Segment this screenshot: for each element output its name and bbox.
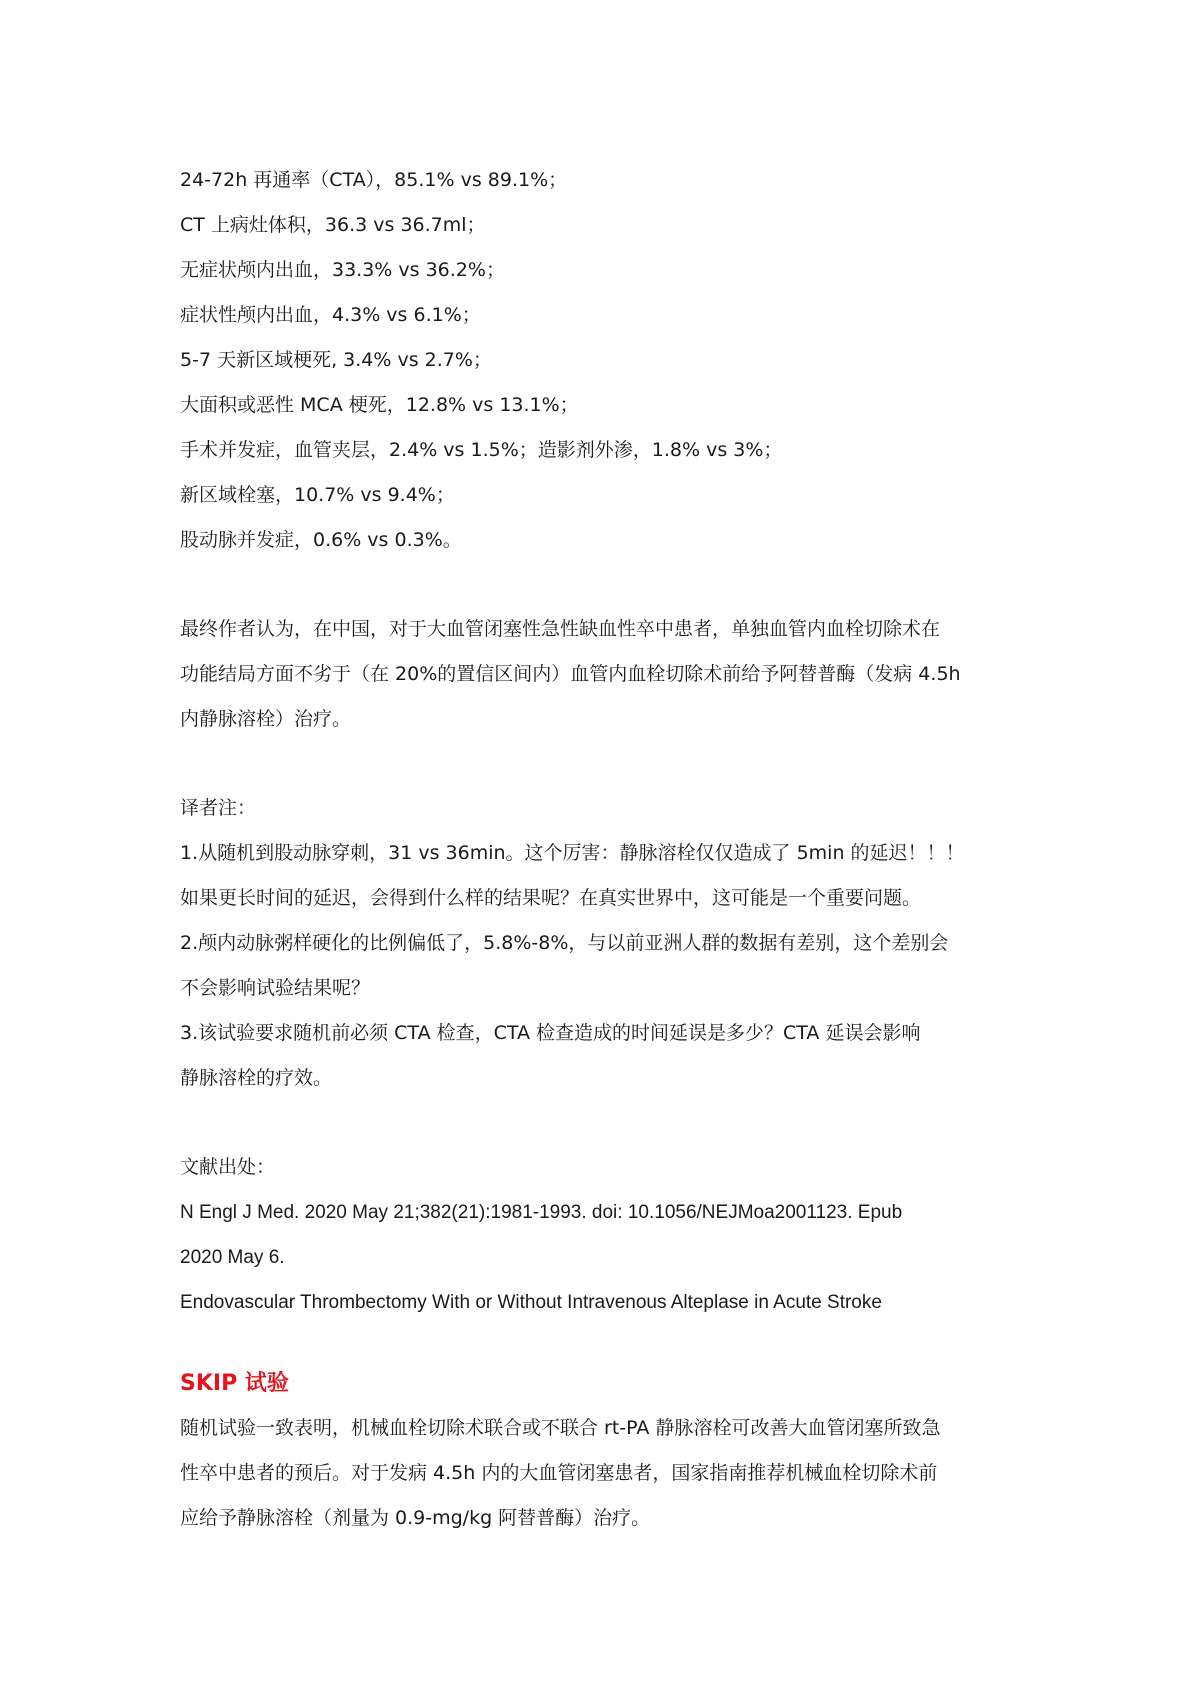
result-line: 大面积或恶性 MCA 梗死，12.8% vs 13.1%； xyxy=(180,394,579,416)
document-body xyxy=(180,158,1020,1541)
reference-citation-line: N Engl J Med. 2020 May 21;382(21):1981-1993. doi: 10.1056/NEJMoa2001123. Epub xyxy=(180,1202,903,1223)
results-list xyxy=(180,158,1020,563)
skip-paragraph-line: 应给予静脉溶栓（剂量为 0.9-mg/kg 阿替普酶）治疗。 xyxy=(180,1507,651,1529)
result-line: CT 上病灶体积，36.3 vs 36.7ml； xyxy=(180,214,486,236)
reference-heading: 文献出处： xyxy=(180,1156,276,1178)
conclusion-paragraph xyxy=(180,607,1020,742)
reference-citation-line: 2020 May 6. xyxy=(180,1247,285,1268)
result-line: 无症状颅内出血，33.3% vs 36.2%； xyxy=(180,259,505,281)
translator-note-heading: 译者注： xyxy=(180,797,257,819)
skip-paragraph-line: 性卒中患者的预后。对于发病 4.5h 内的大血管闭塞患者，国家指南推荐机械血栓切除术前 xyxy=(180,1462,938,1484)
conclusion-line: 功能结局方面不劣于（在 20%的置信区间内）血管内血栓切除术前给予阿替普酶（发病 4.5h xyxy=(180,663,961,685)
translator-note-line: 不会影响试验结果呢？ xyxy=(180,977,371,999)
translator-note-line: 静脉溶栓的疗效。 xyxy=(180,1067,333,1089)
translator-note-section xyxy=(180,786,1020,1101)
conclusion-line: 最终作者认为，在中国，对于大血管闭塞性急性缺血性卒中患者，单独血管内血栓切除术在 xyxy=(180,618,941,640)
translator-note-line: 2.颅内动脉粥样硬化的比例偏低了，5.8%-8%，与以前亚洲人群的数据有差别，这个差别会 xyxy=(180,932,949,954)
result-line: 股动脉并发症，0.6% vs 0.3%。 xyxy=(180,529,462,551)
translator-note-line: 1.从随机到股动脉穿刺，31 vs 36min。这个厉害：静脉溶栓仅仅造成了 5min 的延迟！！！ xyxy=(180,842,965,864)
result-line: 手术并发症，血管夹层，2.4% vs 1.5%；造影剂外渗，1.8% vs 3%； xyxy=(180,439,783,461)
result-line: 症状性颅内出血，4.3% vs 6.1%； xyxy=(180,304,481,326)
result-line: 24-72h 再通率（CTA），85.1% vs 89.1%； xyxy=(180,169,568,191)
skip-section-title: SKIP 试验 xyxy=(180,1371,289,1396)
result-line: 新区域栓塞，10.7% vs 9.4%； xyxy=(180,484,455,506)
skip-paragraph-line: 随机试验一致表明，机械血栓切除术联合或不联合 rt-PA 静脉溶栓可改善大血管闭塞所致急 xyxy=(180,1417,941,1439)
reference-title-line: Endovascular Thrombectomy With or Without Intravenous Alteplase in Acute Stroke xyxy=(180,1292,882,1313)
translator-note-line: 如果更长时间的延迟，会得到什么样的结果呢？在真实世界中，这可能是一个重要问题。 xyxy=(180,887,922,909)
translator-note-line: 3.该试验要求随机前必须 CTA 检查，CTA 检查造成的时间延误是多少？CTA 延误会影响 xyxy=(180,1022,921,1044)
skip-section xyxy=(180,1361,1020,1541)
conclusion-line: 内静脉溶栓）治疗。 xyxy=(180,708,352,730)
result-line: 5-7 天新区域梗死, 3.4% vs 2.7%； xyxy=(180,349,492,371)
reference-section xyxy=(180,1145,1020,1325)
